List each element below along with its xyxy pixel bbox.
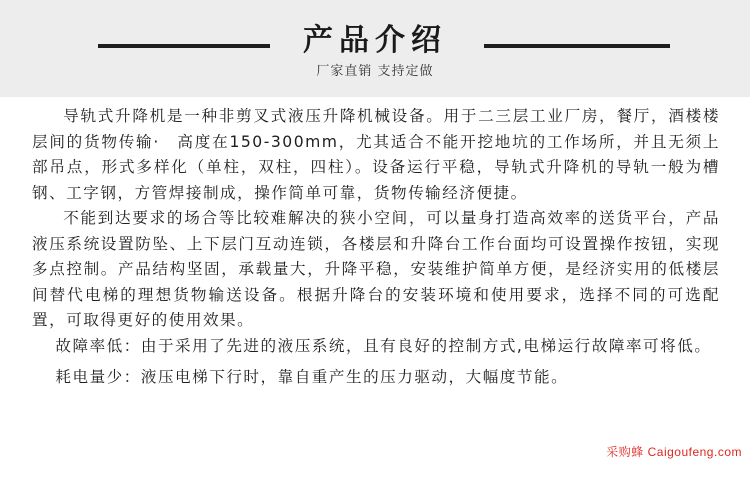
site-watermark: 采购蜂 Caigoufeng.com: [606, 445, 742, 459]
page-title: 产品介绍: [303, 23, 447, 58]
feature-low-power: 耗电量少：液压电梯下行时，靠自重产生的压力驱动，大幅度节能。: [55, 368, 569, 386]
page-subtitle: 厂家直销 支持定做: [316, 64, 434, 79]
product-description: [32, 104, 720, 391]
feature-low-failure: 故障率低：由于采用了先进的液压系统，且有良好的控制方式,电梯运行故障率可将低。: [55, 336, 712, 355]
description-paragraph-2: 不能到达要求的场合等比较难解决的狭小空间，可以量身打造高效率的送货平台，产品液压系统设置防坠、上下层门互动连锁，各楼层和升降台工作台面均可设置操作按钮，实现多点控制。产品结构坚固，承载量大，升降平稳，安装维护简单方便，是经济实用的低楼层间替代电梯的理想货物输送设备。根据升降台的安装环境和使用要求，选择不同的可选配置，可取得更好的使用效果。: [32, 209, 720, 329]
description-paragraph-1: 导轨式升降机是一种非剪叉式液压升降机械设备。用于二三层工业厂房，餐厅，酒楼楼层间的货物传输· 高度在150-300mm，尤其适合不能开挖地坑的工作场所，并且无须上部吊点，形式多样化（单柱，双柱，四柱）。设备运行平稳，导轨式升降机的导轨一般为槽钢、工字钢，方管焊接制成，操作简单可靠，货物传输经济便捷。: [32, 107, 720, 202]
